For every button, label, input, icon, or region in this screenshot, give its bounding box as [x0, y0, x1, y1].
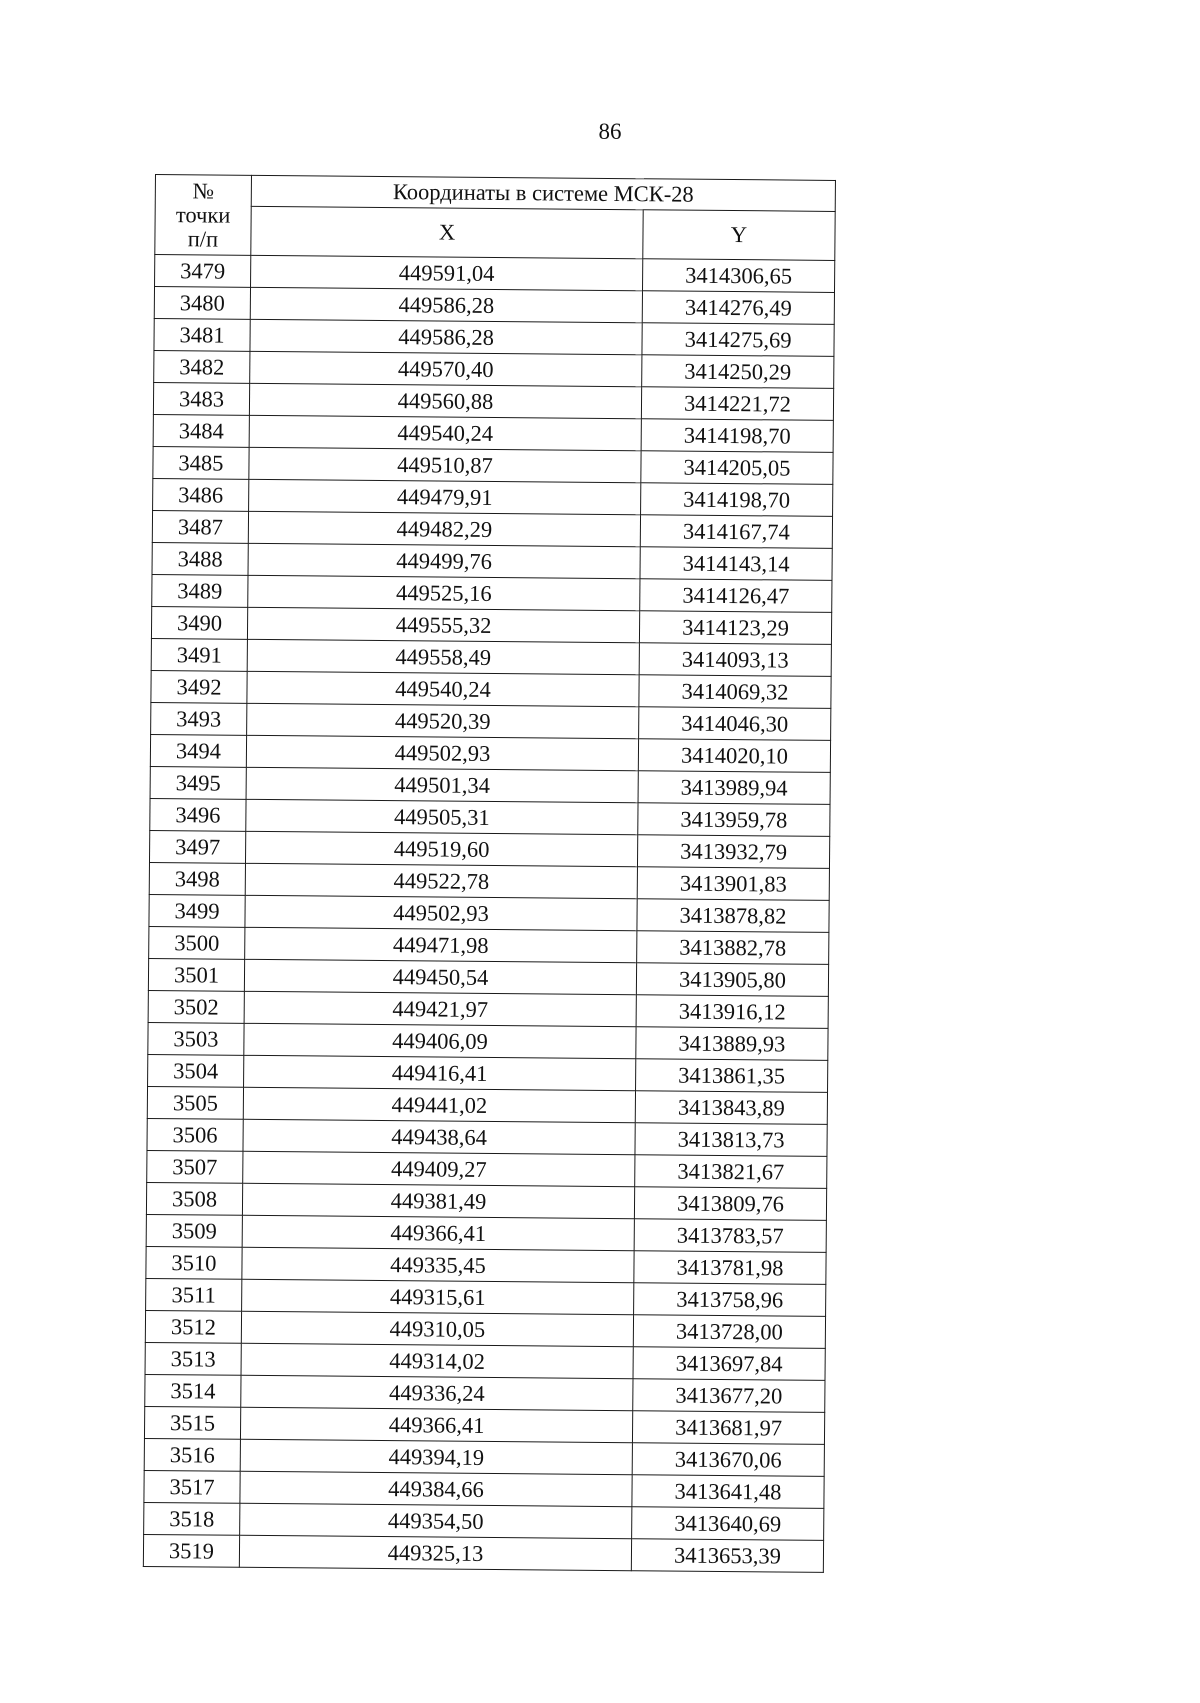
- point-number-cell: 3481: [154, 318, 250, 351]
- x-coordinate-cell: 449366,41: [242, 1215, 634, 1250]
- x-coordinate-cell: 449421,97: [244, 991, 636, 1026]
- y-coordinate-cell: 3413989,94: [638, 771, 830, 805]
- y-coordinate-cell: 3413959,78: [638, 803, 830, 837]
- y-coordinate-cell: 3413681,97: [632, 1411, 824, 1445]
- point-number-cell: 3489: [152, 574, 248, 607]
- x-coordinate-cell: 449570,40: [250, 351, 642, 386]
- x-coordinate-cell: 449438,64: [243, 1119, 635, 1154]
- coordinates-group-header: Координаты в системе МСК-28: [251, 175, 835, 211]
- x-coordinate-cell: 449471,98: [245, 927, 637, 962]
- x-coordinate-cell: 449381,49: [242, 1183, 634, 1218]
- x-coordinate-cell: 449558,49: [247, 639, 639, 674]
- point-number-cell: 3515: [144, 1406, 240, 1439]
- point-number-cell: 3497: [149, 830, 245, 863]
- x-coordinate-cell: 449354,50: [240, 1503, 632, 1538]
- y-coordinate-cell: 3413677,20: [633, 1379, 825, 1413]
- point-number-cell: 3517: [144, 1470, 240, 1503]
- y-coordinate-cell: 3413728,00: [633, 1315, 825, 1349]
- x-coordinate-cell: 449394,19: [240, 1439, 632, 1474]
- y-coordinate-cell: 3414167,74: [640, 515, 832, 549]
- point-number-cell: 3516: [144, 1438, 240, 1471]
- x-coordinate-cell: 449502,93: [246, 735, 638, 770]
- y-coordinate-cell: 3414046,30: [639, 707, 831, 741]
- x-coordinate-cell: 449501,34: [246, 767, 638, 802]
- point-number-cell: 3492: [151, 670, 247, 703]
- x-coordinate-cell: 449505,31: [246, 799, 638, 834]
- point-number-cell: 3501: [148, 958, 244, 991]
- point-number-cell: 3500: [149, 926, 245, 959]
- y-coordinate-cell: 3413640,69: [632, 1507, 824, 1541]
- x-coordinate-cell: 449314,02: [241, 1343, 633, 1378]
- y-coordinate-cell: 3414143,14: [640, 547, 832, 581]
- point-number-cell: 3480: [154, 287, 250, 320]
- point-number-cell: 3485: [153, 446, 249, 479]
- x-coordinate-cell: 449522,78: [245, 863, 637, 898]
- point-number-cell: 3488: [152, 542, 248, 575]
- y-coordinate-cell: 3413781,98: [634, 1251, 826, 1285]
- x-coordinate-cell: 449586,28: [250, 287, 642, 322]
- x-coordinate-cell: 449384,66: [240, 1471, 632, 1506]
- y-coordinate-cell: 3414221,72: [641, 387, 833, 421]
- y-coordinate-cell: 3414069,32: [639, 675, 831, 709]
- point-number-cell: 3482: [154, 350, 250, 383]
- point-number-cell: 3494: [150, 734, 246, 767]
- point-number-cell: 3495: [150, 766, 246, 799]
- x-coordinate-cell: 449586,28: [250, 319, 642, 354]
- y-coordinate-cell: 3413653,39: [631, 1539, 823, 1573]
- point-number-header-line: точки: [175, 201, 231, 228]
- point-number-cell: 3483: [153, 382, 249, 415]
- point-number-cell: 3484: [153, 414, 249, 447]
- point-number-header-line: п/п: [187, 225, 219, 252]
- y-coordinate-cell: 3414198,70: [641, 483, 833, 517]
- x-coordinate-cell: 449406,09: [244, 1023, 636, 1058]
- point-number-cell: 3506: [147, 1118, 243, 1151]
- point-number-header-line: №: [192, 177, 215, 204]
- y-coordinate-cell: 3414020,10: [638, 739, 830, 773]
- point-number-cell: 3502: [148, 990, 244, 1023]
- y-coordinate-cell: 3413932,79: [637, 835, 829, 869]
- x-coordinate-cell: 449315,61: [242, 1279, 634, 1314]
- x-coordinate-cell: 449591,04: [251, 255, 643, 290]
- point-number-cell: 3486: [153, 478, 249, 511]
- y-coordinate-cell: 3413758,96: [634, 1283, 826, 1317]
- y-coordinate-cell: 3413843,89: [635, 1091, 827, 1125]
- x-coordinate-cell: 449519,60: [245, 831, 637, 866]
- point-number-cell: 3479: [155, 255, 251, 288]
- x-column-header: X: [251, 206, 643, 258]
- y-coordinate-cell: 3413670,06: [632, 1443, 824, 1477]
- x-coordinate-cell: 449540,24: [247, 671, 639, 706]
- y-coordinate-cell: 3413882,78: [637, 931, 829, 965]
- y-coordinate-cell: 3414198,70: [641, 419, 833, 453]
- point-number-cell: 3504: [148, 1054, 244, 1087]
- coordinates-table: [143, 174, 836, 1573]
- y-coordinate-cell: 3414275,69: [642, 323, 834, 357]
- x-coordinate-cell: 449520,39: [247, 703, 639, 738]
- page-number: 86: [598, 119, 622, 144]
- y-coordinate-cell: 3413901,83: [637, 867, 829, 901]
- point-number-cell: 3511: [146, 1278, 242, 1311]
- table-row: [143, 1534, 823, 1572]
- point-number-cell: 3518: [144, 1502, 240, 1535]
- x-coordinate-cell: 449336,24: [241, 1375, 633, 1410]
- x-coordinate-cell: 449310,05: [241, 1311, 633, 1346]
- y-coordinate-cell: 3413889,93: [636, 1027, 828, 1061]
- x-coordinate-cell: 449560,88: [249, 383, 641, 418]
- point-number-cell: 3491: [151, 638, 247, 671]
- point-number-cell: 3508: [146, 1182, 242, 1215]
- x-coordinate-cell: 449555,32: [247, 607, 639, 642]
- table-subheader-row: [155, 206, 835, 261]
- y-coordinate-cell: 3414123,29: [639, 611, 831, 645]
- point-number-cell: 3509: [146, 1214, 242, 1247]
- y-coordinate-cell: 3413809,76: [634, 1187, 826, 1221]
- x-coordinate-cell: 449479,91: [249, 479, 641, 514]
- point-number-header: [155, 175, 252, 256]
- y-coordinate-cell: 3413783,57: [634, 1219, 826, 1253]
- y-coordinate-cell: 3413916,12: [636, 995, 828, 1029]
- y-coordinate-cell: 3413641,48: [632, 1475, 824, 1509]
- point-number-cell: 3503: [148, 1022, 244, 1055]
- x-coordinate-cell: 449510,87: [249, 447, 641, 482]
- x-coordinate-cell: 449482,29: [248, 511, 640, 546]
- y-column-header: Y: [643, 210, 835, 261]
- point-number-cell: 3487: [152, 510, 248, 543]
- x-coordinate-cell: 449409,27: [243, 1151, 635, 1186]
- x-coordinate-cell: 449540,24: [249, 415, 641, 450]
- x-coordinate-cell: 449325,13: [239, 1535, 631, 1570]
- y-coordinate-cell: 3414250,29: [642, 355, 834, 389]
- y-coordinate-cell: 3414093,13: [639, 643, 831, 677]
- y-coordinate-cell: 3414126,47: [640, 579, 832, 613]
- point-number-cell: 3519: [143, 1534, 239, 1567]
- point-number-cell: 3507: [147, 1150, 243, 1183]
- x-coordinate-cell: 449335,45: [242, 1247, 634, 1282]
- point-number-cell: 3514: [145, 1374, 241, 1407]
- y-coordinate-cell: 3413697,84: [633, 1347, 825, 1381]
- x-coordinate-cell: 449450,54: [244, 959, 636, 994]
- point-number-cell: 3505: [147, 1086, 243, 1119]
- point-number-cell: 3512: [145, 1310, 241, 1343]
- x-coordinate-cell: 449502,93: [245, 895, 637, 930]
- y-coordinate-cell: 3414205,05: [641, 451, 833, 485]
- y-coordinate-cell: 3413861,35: [636, 1059, 828, 1093]
- y-coordinate-cell: 3414276,49: [642, 291, 834, 325]
- x-coordinate-cell: 449525,16: [248, 575, 640, 610]
- y-coordinate-cell: 3413878,82: [637, 899, 829, 933]
- y-coordinate-cell: 3413905,80: [636, 963, 828, 997]
- point-number-cell: 3493: [151, 702, 247, 735]
- table-body: [143, 255, 834, 1573]
- point-number-cell: 3499: [149, 894, 245, 927]
- x-coordinate-cell: 449441,02: [243, 1087, 635, 1122]
- point-number-cell: 3490: [151, 606, 247, 639]
- point-number-cell: 3496: [150, 798, 246, 831]
- point-number-cell: 3498: [149, 862, 245, 895]
- y-coordinate-cell: 3414306,65: [642, 259, 834, 293]
- y-coordinate-cell: 3413821,67: [635, 1155, 827, 1189]
- x-coordinate-cell: 449416,41: [244, 1055, 636, 1090]
- y-coordinate-cell: 3413813,73: [635, 1123, 827, 1157]
- x-coordinate-cell: 449499,76: [248, 543, 640, 578]
- point-number-cell: 3513: [145, 1342, 241, 1375]
- point-number-cell: 3510: [146, 1246, 242, 1279]
- x-coordinate-cell: 449366,41: [240, 1407, 632, 1442]
